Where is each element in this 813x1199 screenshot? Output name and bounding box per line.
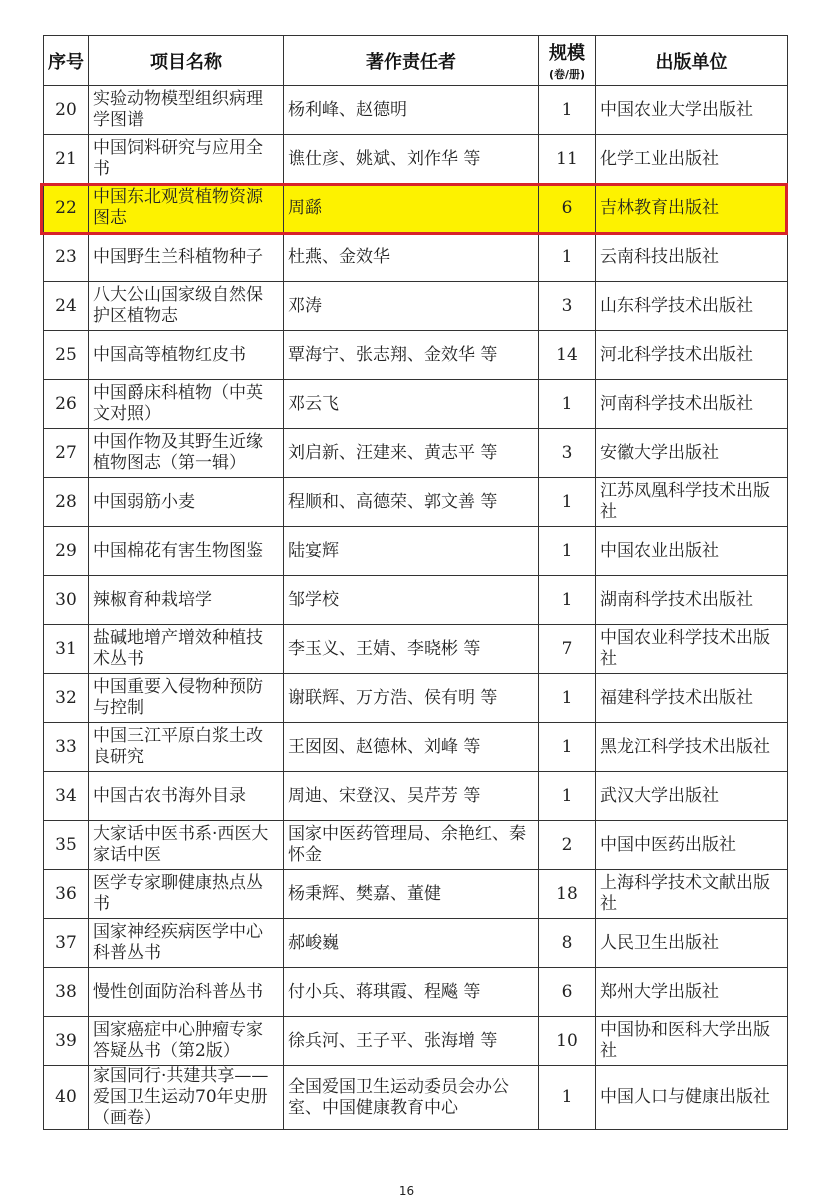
cell-publisher: 人民卫生出版社 bbox=[596, 919, 788, 968]
cell-publisher: 河北科学技术出版社 bbox=[596, 331, 788, 380]
table-row bbox=[44, 576, 788, 625]
cell-title: 中国野生兰科植物种子 bbox=[89, 233, 284, 282]
cell-publisher: 江苏凤凰科学技术出版社 bbox=[596, 478, 788, 527]
table-row bbox=[44, 1017, 788, 1066]
table-row bbox=[44, 282, 788, 331]
table-row bbox=[44, 821, 788, 870]
cell-publisher: 中国人口与健康出版社 bbox=[596, 1066, 788, 1130]
table-row bbox=[44, 919, 788, 968]
cell-title: 中国作物及其野生近缘植物图志（第一辑） bbox=[89, 429, 284, 478]
header-publisher: 出版单位 bbox=[596, 36, 788, 86]
cell-scale: 1 bbox=[539, 1066, 596, 1130]
cell-publisher: 郑州大学出版社 bbox=[596, 968, 788, 1017]
cell-seq: 21 bbox=[44, 135, 89, 184]
cell-scale: 2 bbox=[539, 821, 596, 870]
cell-scale: 11 bbox=[539, 135, 596, 184]
table-row bbox=[44, 674, 788, 723]
table-row bbox=[44, 86, 788, 135]
cell-seq: 20 bbox=[44, 86, 89, 135]
cell-scale: 18 bbox=[539, 870, 596, 919]
table-row bbox=[44, 968, 788, 1017]
cell-author: 徐兵河、王子平、张海增 等 bbox=[284, 1017, 539, 1066]
cell-title: 国家癌症中心肿瘤专家答疑丛书（第2版） bbox=[89, 1017, 284, 1066]
cell-seq: 28 bbox=[44, 478, 89, 527]
cell-seq: 34 bbox=[44, 772, 89, 821]
cell-author: 全国爱国卫生运动委员会办公室、中国健康教育中心 bbox=[284, 1066, 539, 1130]
cell-scale: 1 bbox=[539, 723, 596, 772]
cell-publisher: 湖南科学技术出版社 bbox=[596, 576, 788, 625]
cell-scale: 6 bbox=[539, 968, 596, 1017]
table-row bbox=[44, 625, 788, 674]
cell-title: 中国棉花有害生物图鉴 bbox=[89, 527, 284, 576]
cell-seq: 36 bbox=[44, 870, 89, 919]
cell-seq: 39 bbox=[44, 1017, 89, 1066]
header-author: 著作责任者 bbox=[284, 36, 539, 86]
table-body bbox=[44, 86, 788, 1130]
page-number: 16 bbox=[398, 1184, 415, 1198]
cell-seq: 25 bbox=[44, 331, 89, 380]
cell-title: 家国同行·共建共享——爱国卫生运动70年史册（画卷） bbox=[89, 1066, 284, 1130]
cell-seq: 38 bbox=[44, 968, 89, 1017]
cell-seq: 31 bbox=[44, 625, 89, 674]
cell-author: 国家中医药管理局、余艳红、秦怀金 bbox=[284, 821, 539, 870]
cell-seq: 37 bbox=[44, 919, 89, 968]
cell-author: 谯仕彦、姚斌、刘作华 等 bbox=[284, 135, 539, 184]
cell-seq: 22 bbox=[44, 184, 89, 233]
cell-publisher: 福建科学技术出版社 bbox=[596, 674, 788, 723]
cell-scale: 1 bbox=[539, 527, 596, 576]
cell-publisher: 河南科学技术出版社 bbox=[596, 380, 788, 429]
cell-author: 邹学校 bbox=[284, 576, 539, 625]
cell-scale: 1 bbox=[539, 674, 596, 723]
cell-scale: 1 bbox=[539, 86, 596, 135]
cell-title: 大家话中医书系·西医大家话中医 bbox=[89, 821, 284, 870]
cell-scale: 1 bbox=[539, 233, 596, 282]
cell-title: 中国古农书海外目录 bbox=[89, 772, 284, 821]
cell-publisher: 中国协和医科大学出版社 bbox=[596, 1017, 788, 1066]
cell-author: 周迪、宋登汉、吴芹芳 等 bbox=[284, 772, 539, 821]
highlighted-table-row bbox=[44, 184, 788, 233]
header-seq: 序号 bbox=[44, 36, 89, 86]
cell-author: 杨秉辉、樊嘉、董健 bbox=[284, 870, 539, 919]
cell-publisher: 中国农业大学出版社 bbox=[596, 86, 788, 135]
cell-title: 医学专家聊健康热点丛书 bbox=[89, 870, 284, 919]
cell-seq: 26 bbox=[44, 380, 89, 429]
cell-publisher: 黑龙江科学技术出版社 bbox=[596, 723, 788, 772]
cell-scale: 1 bbox=[539, 478, 596, 527]
header-scale bbox=[539, 36, 596, 86]
publication-table bbox=[43, 35, 788, 1130]
cell-scale: 10 bbox=[539, 1017, 596, 1066]
table-row bbox=[44, 870, 788, 919]
table-row bbox=[44, 380, 788, 429]
cell-title: 中国高等植物红皮书 bbox=[89, 331, 284, 380]
cell-publisher: 云南科技出版社 bbox=[596, 233, 788, 282]
cell-title: 实验动物模型组织病理学图谱 bbox=[89, 86, 284, 135]
cell-publisher: 中国农业出版社 bbox=[596, 527, 788, 576]
cell-author: 周繇 bbox=[284, 184, 539, 233]
cell-seq: 35 bbox=[44, 821, 89, 870]
cell-title: 慢性创面防治科普丛书 bbox=[89, 968, 284, 1017]
cell-author: 郝峻巍 bbox=[284, 919, 539, 968]
cell-publisher: 化学工业出版社 bbox=[596, 135, 788, 184]
cell-seq: 23 bbox=[44, 233, 89, 282]
cell-scale: 7 bbox=[539, 625, 596, 674]
cell-scale: 1 bbox=[539, 380, 596, 429]
cell-seq: 24 bbox=[44, 282, 89, 331]
cell-seq: 32 bbox=[44, 674, 89, 723]
cell-author: 李玉义、王婧、李晓彬 等 bbox=[284, 625, 539, 674]
cell-scale: 14 bbox=[539, 331, 596, 380]
table-header bbox=[44, 36, 788, 86]
cell-publisher: 安徽大学出版社 bbox=[596, 429, 788, 478]
cell-scale: 3 bbox=[539, 282, 596, 331]
cell-title: 中国饲料研究与应用全书 bbox=[89, 135, 284, 184]
cell-title: 盐碱地增产增效种植技术丛书 bbox=[89, 625, 284, 674]
header-scale-label: 规模 bbox=[549, 43, 585, 64]
cell-author: 程顺和、高德荣、郭文善 等 bbox=[284, 478, 539, 527]
cell-author: 付小兵、蒋琪霞、程飚 等 bbox=[284, 968, 539, 1017]
cell-author: 杨利峰、赵德明 bbox=[284, 86, 539, 135]
cell-scale: 8 bbox=[539, 919, 596, 968]
cell-scale: 3 bbox=[539, 429, 596, 478]
cell-title: 中国东北观赏植物资源图志 bbox=[89, 184, 284, 233]
cell-publisher: 山东科学技术出版社 bbox=[596, 282, 788, 331]
cell-author: 杜燕、金效华 bbox=[284, 233, 539, 282]
cell-scale: 6 bbox=[539, 184, 596, 233]
cell-author: 王囡囡、赵德林、刘峰 等 bbox=[284, 723, 539, 772]
table-row bbox=[44, 723, 788, 772]
header-row bbox=[44, 36, 788, 86]
cell-author: 谢联辉、万方浩、侯有明 等 bbox=[284, 674, 539, 723]
cell-seq: 40 bbox=[44, 1066, 89, 1130]
header-title: 项目名称 bbox=[89, 36, 284, 86]
cell-title: 中国重要入侵物种预防与控制 bbox=[89, 674, 284, 723]
cell-seq: 27 bbox=[44, 429, 89, 478]
cell-publisher: 中国中医药出版社 bbox=[596, 821, 788, 870]
cell-publisher: 上海科学技术文献出版社 bbox=[596, 870, 788, 919]
table-row bbox=[44, 135, 788, 184]
cell-publisher: 武汉大学出版社 bbox=[596, 772, 788, 821]
cell-title: 中国爵床科植物（中英文对照） bbox=[89, 380, 284, 429]
cell-author: 刘启新、汪建来、黄志平 等 bbox=[284, 429, 539, 478]
cell-seq: 29 bbox=[44, 527, 89, 576]
cell-author: 邓涛 bbox=[284, 282, 539, 331]
cell-author: 陆宴辉 bbox=[284, 527, 539, 576]
cell-seq: 33 bbox=[44, 723, 89, 772]
cell-title: 辣椒育种栽培学 bbox=[89, 576, 284, 625]
cell-title: 中国弱筋小麦 bbox=[89, 478, 284, 527]
cell-publisher: 中国农业科学技术出版社 bbox=[596, 625, 788, 674]
table-row bbox=[44, 527, 788, 576]
cell-title: 八大公山国家级自然保护区植物志 bbox=[89, 282, 284, 331]
table-row bbox=[44, 331, 788, 380]
table-row bbox=[44, 1066, 788, 1130]
cell-seq: 30 bbox=[44, 576, 89, 625]
cell-title: 中国三江平原白浆土改良研究 bbox=[89, 723, 284, 772]
table-row bbox=[44, 429, 788, 478]
cell-scale: 1 bbox=[539, 576, 596, 625]
table-row bbox=[44, 233, 788, 282]
cell-author: 邓云飞 bbox=[284, 380, 539, 429]
header-scale-unit: (卷/册) bbox=[548, 68, 586, 81]
cell-publisher: 吉林教育出版社 bbox=[596, 184, 788, 233]
table-row bbox=[44, 772, 788, 821]
cell-author: 覃海宁、张志翔、金效华 等 bbox=[284, 331, 539, 380]
cell-title: 国家神经疾病医学中心科普丛书 bbox=[89, 919, 284, 968]
cell-scale: 1 bbox=[539, 772, 596, 821]
table-row bbox=[44, 478, 788, 527]
